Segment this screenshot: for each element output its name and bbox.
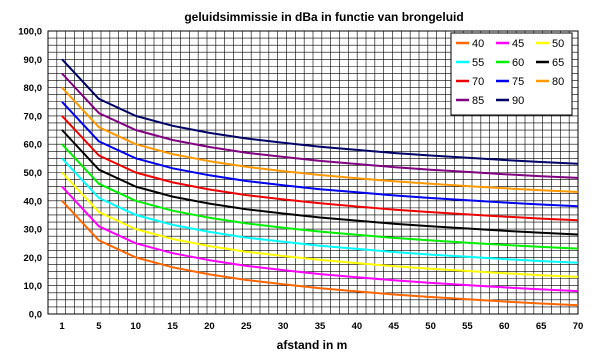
chart-title: geluidsimmissie in dBa in functie van brongeluid — [184, 10, 464, 24]
y-tick-label: 30,0 — [23, 224, 42, 236]
legend-label-90: 90 — [512, 95, 525, 107]
x-tick-label: 45 — [388, 321, 400, 332]
y-tick-label: 100,0 — [18, 26, 42, 38]
y-tick-label: 10,0 — [23, 281, 42, 293]
x-tick-label: 65 — [535, 321, 547, 332]
y-tick-label: 50,0 — [23, 168, 42, 179]
legend-label-70: 70 — [472, 76, 485, 88]
x-tick-label: 55 — [462, 321, 473, 332]
y-tick-label: 20,0 — [23, 252, 42, 264]
x-tick-label: 1 — [59, 321, 65, 332]
legend-label-75: 75 — [512, 76, 525, 88]
legend-label-50: 50 — [552, 38, 565, 50]
x-tick-label: 40 — [351, 321, 363, 332]
x-axis-ticks — [59, 321, 583, 332]
legend-label-65: 65 — [552, 57, 565, 69]
legend-label-45: 45 — [512, 38, 525, 50]
x-tick-label: 60 — [498, 321, 510, 332]
y-axis-ticks — [18, 27, 42, 321]
y-tick-label: 70,0 — [23, 111, 42, 123]
y-tick-label: 60,0 — [23, 139, 42, 151]
x-tick-label: 20 — [204, 321, 215, 332]
x-tick-label: 35 — [314, 321, 326, 332]
y-tick-label: 80,0 — [23, 83, 42, 95]
x-tick-label: 30 — [277, 321, 289, 332]
x-tick-label: 5 — [96, 321, 102, 332]
legend-label-40: 40 — [472, 38, 485, 50]
x-tick-label: 10 — [130, 321, 142, 332]
y-tick-label: 40,0 — [23, 196, 42, 208]
legend-label-80: 80 — [552, 76, 565, 88]
x-tick-label: 25 — [240, 321, 252, 332]
legend-label-55: 55 — [472, 57, 485, 69]
x-tick-label: 15 — [167, 321, 178, 332]
y-tick-label: 0,0 — [28, 309, 42, 321]
x-axis-label: afstand in m — [276, 338, 348, 352]
y-tick-label: 90,0 — [23, 54, 42, 66]
legend-label-85: 85 — [472, 95, 485, 107]
legend-label-60: 60 — [512, 57, 525, 69]
chart-legend — [451, 33, 572, 115]
x-tick-label: 70 — [572, 321, 584, 332]
x-tick-label: 50 — [425, 321, 436, 332]
